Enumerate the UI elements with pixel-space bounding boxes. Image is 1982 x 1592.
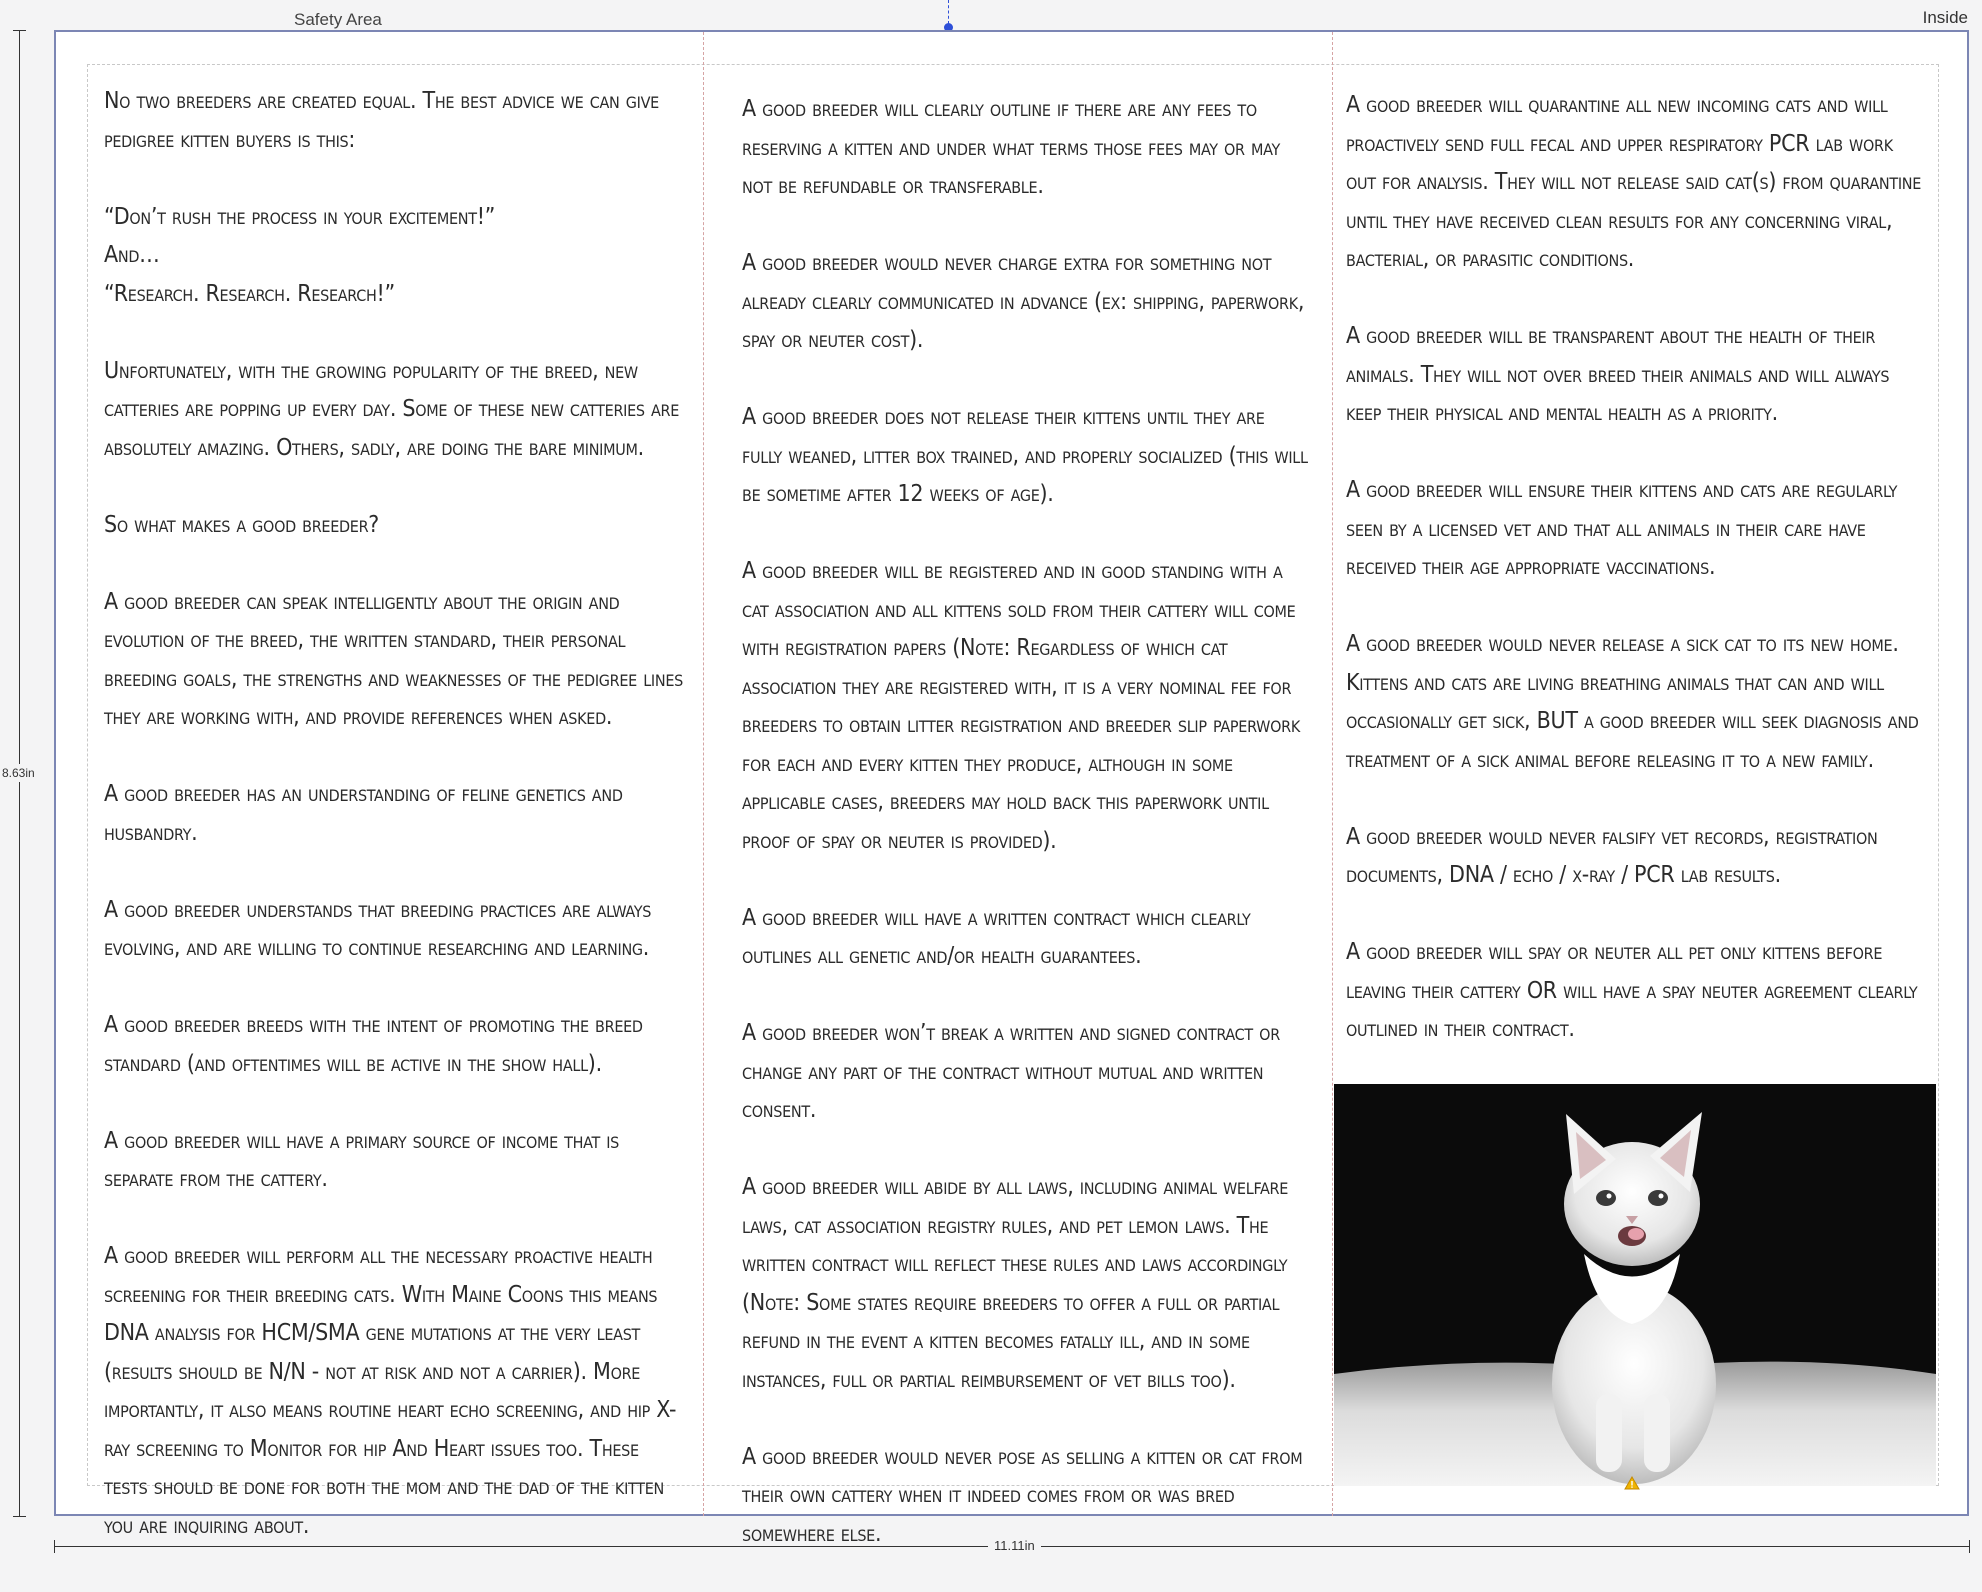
horizontal-ruler-right-cap	[1969, 1540, 1970, 1553]
fold-line-2	[1332, 32, 1333, 1516]
quote-line: “Research. Research. Research!”	[104, 280, 395, 307]
paragraph: A good breeder breeds with the intent of promoting the breed standard (and oftentimes will be active in the show hall).	[104, 1012, 643, 1077]
paragraph: A good breeder has an understanding of feline genetics and husbandry.	[104, 781, 623, 846]
left-panel-text[interactable]	[104, 82, 688, 1584]
middle-panel-text[interactable]	[742, 90, 1310, 1592]
width-dimension-label: 11.11in	[988, 1538, 1041, 1553]
paragraph: No two breeders are created equal. The best advice we can give pedigree kitten buyers is this:	[104, 88, 659, 153]
paragraph: A good breeder does not release their kittens until they are fully weaned, litter box trained, and properly socialized (this will be sometime after 12 weeks of age).	[742, 404, 1308, 507]
quote-line: “Don’t rush the process in your excitement!”	[104, 203, 496, 230]
section-heading: So what makes a good breeder?	[104, 511, 379, 538]
horizontal-ruler-left-cap	[54, 1540, 55, 1553]
right-panel-text[interactable]	[1346, 86, 1928, 1087]
paragraph: A good breeder can speak intelligently about the origin and evolution of the breed, the written standard, their personal breeding goals, the strengths and weaknesses of the pedigree lines they are working with, and provide references when asked.	[104, 588, 683, 730]
paragraph: A good breeder would never charge extra for something not already clearly communicated in advance (ex: shipping, paperwork, spay or neuter cost).	[742, 250, 1305, 353]
paragraph: A good breeder will be transparent about the health of their animals. They will not over breed their animals and will always keep their physical and mental health as a priority.	[1346, 323, 1890, 426]
quote-line: And…	[104, 242, 160, 268]
white-kitten-photo[interactable]	[1334, 1084, 1936, 1486]
paragraph: A good breeder understands that breeding practices are always evolving, and are willing to continue researching and learning.	[104, 896, 652, 961]
kitten-illustration	[1334, 1084, 1936, 1486]
paragraph: A good breeder will quarantine all new incoming cats and will proactively send full fecal and upper respiratory PCR lab work out for analysis. They will not release said cat(s) from quarantine until they have received clean results for any concerning viral, bacterial, or parasitic conditions.	[1346, 92, 1922, 272]
paragraph: A good breeder would never pose as selling a kitten or cat from their own cattery when it indeed comes from or was bred somewhere else.	[742, 1443, 1303, 1547]
paragraph: A good breeder will be registered and in good standing with a cat association and all kittens sold from their cattery will come with registration papers (Note: Regardless of which cat association they are registered with, it is a very nominal fee for breeders to obtain litter registration and breeder slip paperwork for each and every kitten they produce, although in some applicable cases, breeders may hold back this paperwork until proof of spay or neuter is provided).	[742, 558, 1300, 854]
paragraph: A good breeder will have a primary source of income that is separate from the cattery.	[104, 1127, 620, 1192]
paragraph: A good breeder will perform all the necessary proactive health screening for their breeding cats. With Maine Coons this means DNA analysis for HCM/SMA gene mutations at the very least (results should be N/N - not at risk and not a carrier). More importantly, it also means routine heart echo screening, and hip X-ray screening to Monitor for hip And Heart issues too. These tests should be done for both the mom and the dad of the kitten you are inquiring about.	[104, 1243, 677, 1539]
paragraph: A good breeder would never release a sick cat to its new home. Kittens and cats are living breathing animals that can and will occasionally get sick, BUT a good breeder will seek diagnosis and treatment of a sick animal before releasing it to a new family.	[1346, 631, 1919, 773]
safety-area-label: Safety Area	[290, 10, 386, 30]
fold-line-1	[703, 32, 704, 1516]
fold-guide-line	[948, 0, 949, 24]
paragraph: A good breeder will clearly outline if there are any fees to reserving a kitten and under what terms those fees may or may not be refundable or transferable.	[742, 96, 1280, 199]
paragraph: A good breeder will ensure their kittens and cats are regularly seen by a licensed vet and that all animals in their care have received their age appropriate vaccinations.	[1346, 477, 1898, 580]
vertical-ruler-bottom-cap	[13, 1516, 26, 1517]
paragraph: A good breeder won’t break a written and signed contract or change any part of the contract without mutual and written consent.	[742, 1020, 1280, 1123]
warning-triangle-icon[interactable]	[1624, 1476, 1640, 1490]
height-dimension-label: 8.63in	[2, 766, 35, 780]
paragraph: Unfortunately, with the growing popularity of the breed, new catteries are popping up every day. Some of these new catteries are absolutely amazing. Others, sadly, are doing the bare minimum.	[104, 357, 680, 461]
inside-label: Inside	[1922, 8, 1968, 27]
paragraph: A good breeder will have a written contract which clearly outlines all genetic and/or health guarantees.	[742, 904, 1251, 969]
paragraph: A good breeder will spay or neuter all pet only kittens before leaving their cattery OR will have a spay neuter agreement clearly outlined in their contract.	[1346, 939, 1918, 1042]
paragraph: A good breeder would never falsify vet records, registration documents, DNA / echo / x-ray / PCR lab results.	[1346, 823, 1878, 888]
vertical-ruler-top-cap	[13, 30, 26, 31]
paragraph: A good breeder will abide by all laws, including animal welfare laws, cat association registry rules, and pet lemon laws. The written contract will reflect these rules and laws accordingly (Note: Some states require breeders to offer a full or partial refund in the event a kitten becomes fatally ill, and in some instances, full or partial reimbursement of vet bills too).	[742, 1174, 1288, 1393]
